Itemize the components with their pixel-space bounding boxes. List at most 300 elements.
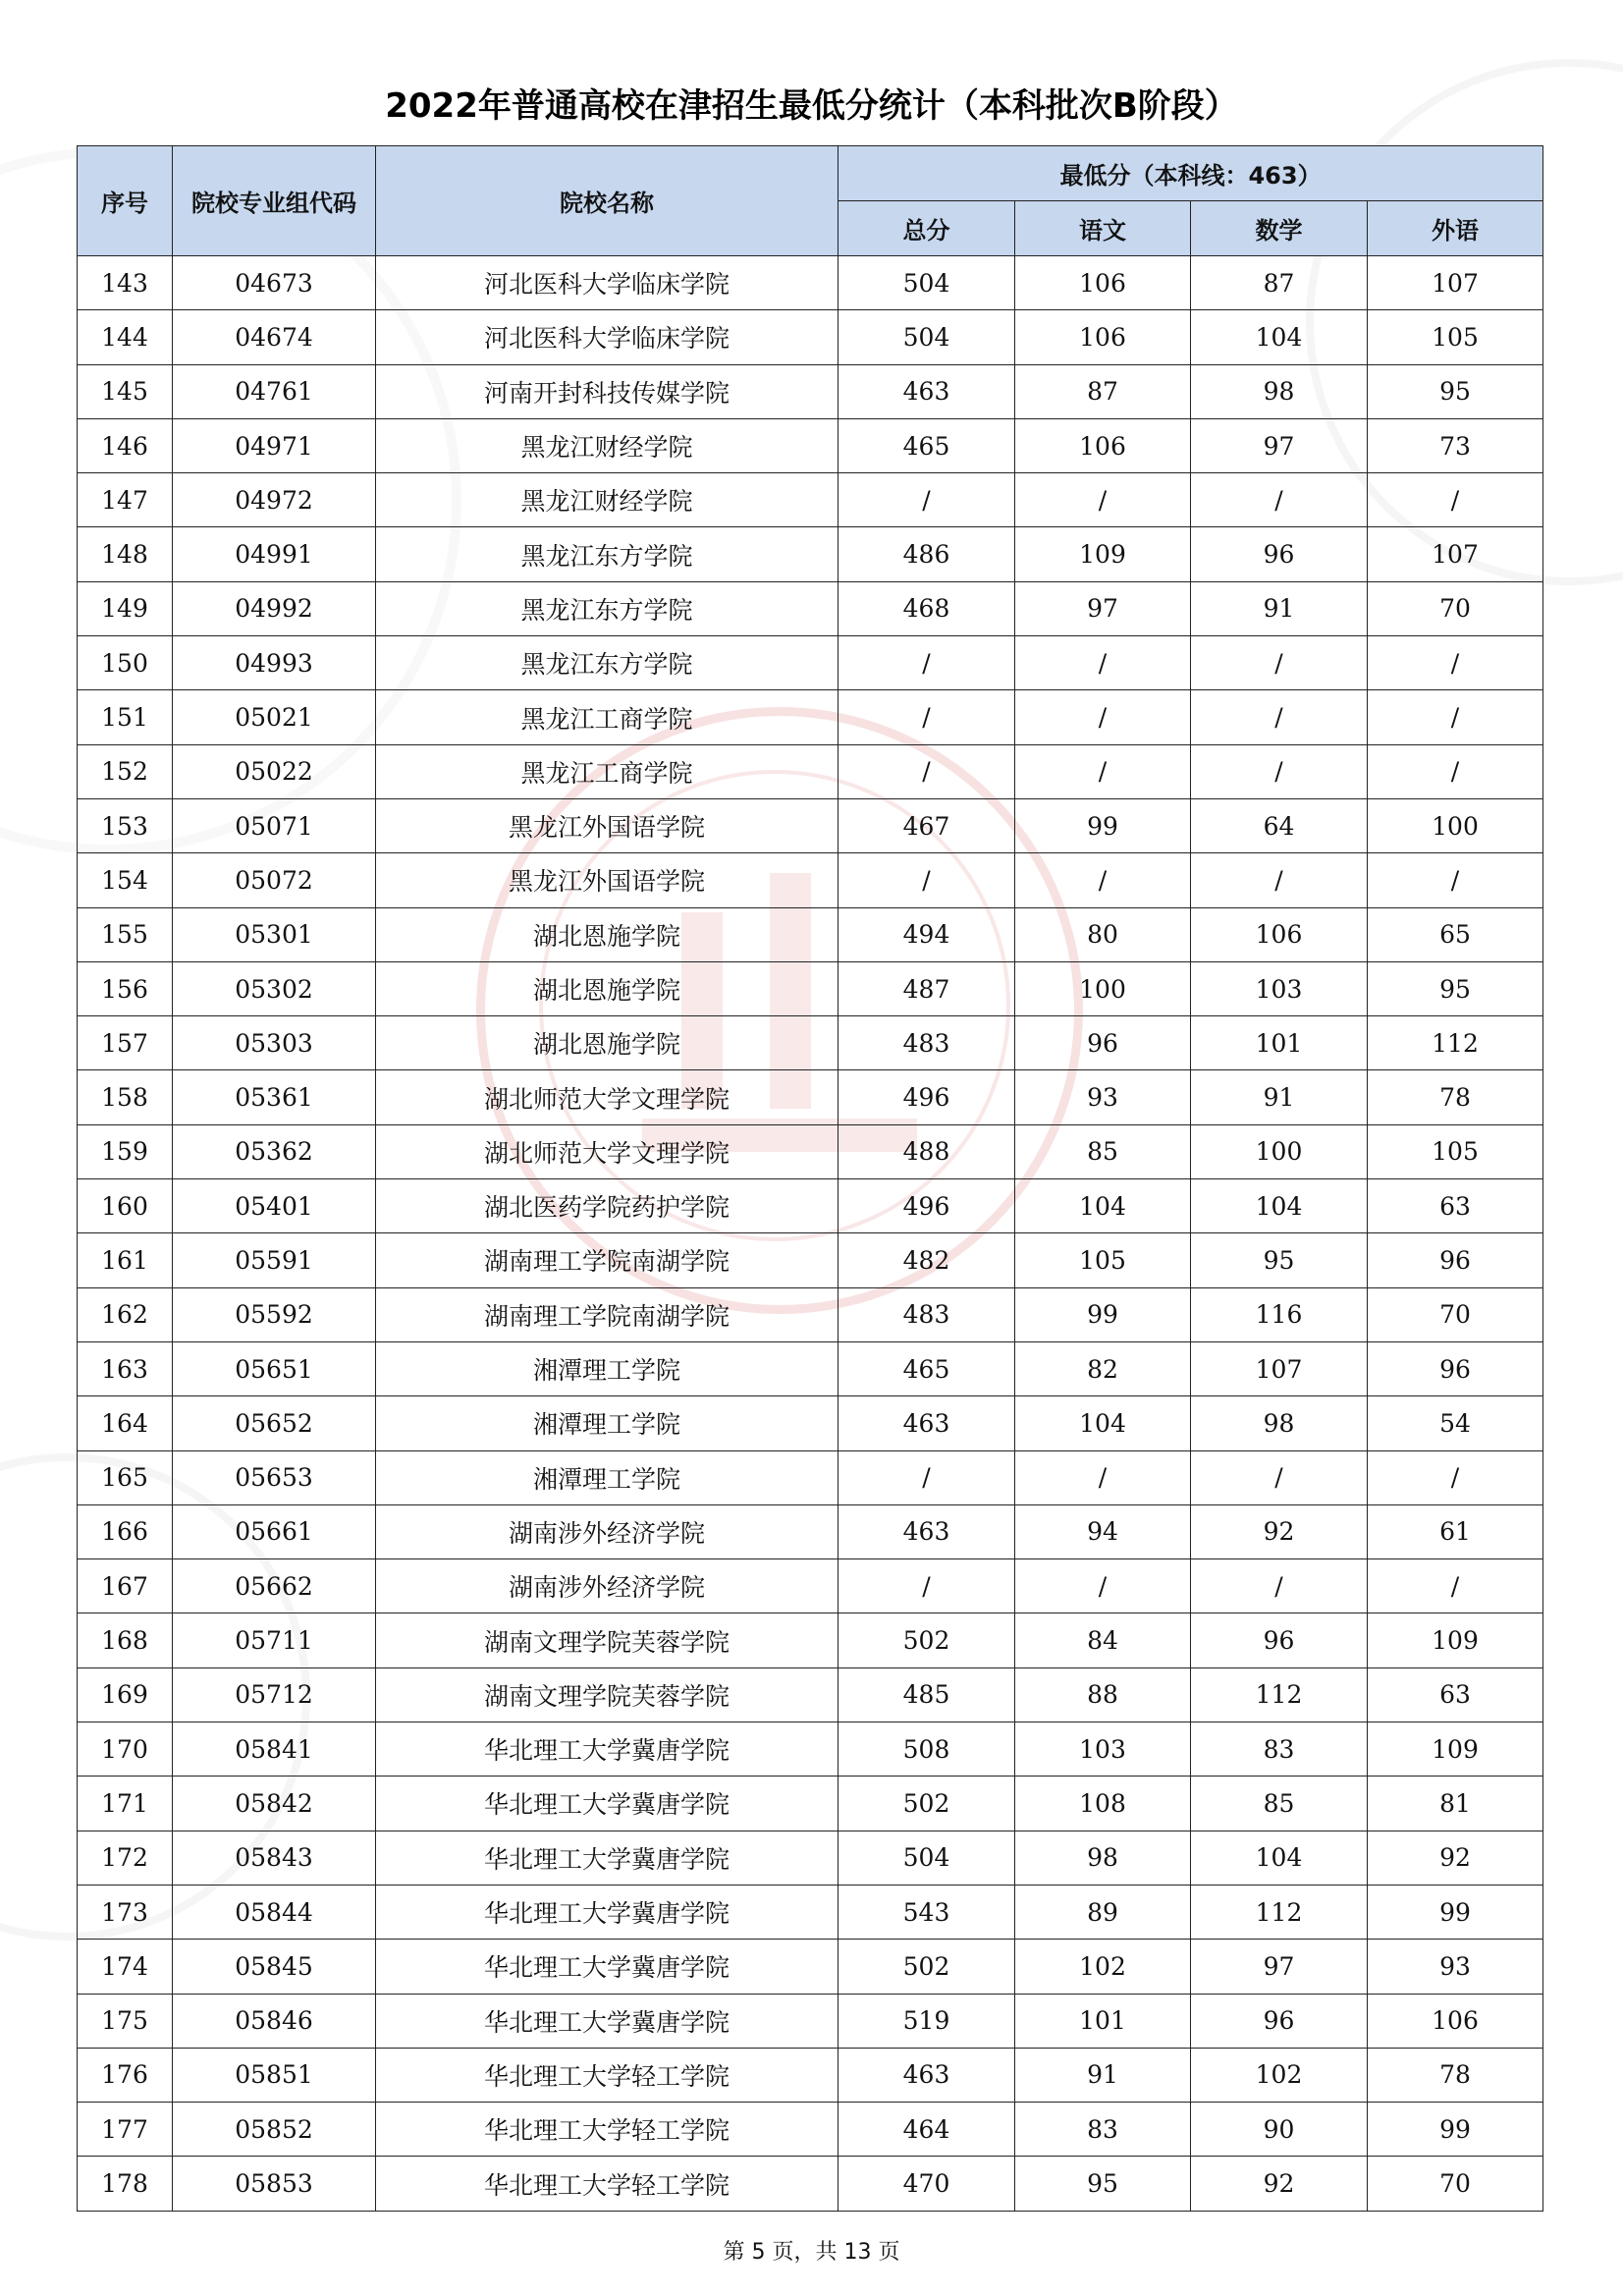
code-cell: 05851: [173, 2048, 376, 2102]
school-name-cell: 湖南理工学院南湖学院: [376, 1287, 839, 1341]
table-row: [78, 690, 1543, 744]
total-cell: 508: [839, 1722, 1015, 1777]
total-cell: 465: [839, 1341, 1015, 1395]
table-row: [78, 1504, 1543, 1558]
foreign-cell: 61: [1368, 1504, 1543, 1558]
school-name-cell: 华北理工大学冀唐学院: [376, 1940, 839, 1994]
table-body: [78, 256, 1543, 2212]
total-cell: 519: [839, 1994, 1015, 2048]
seq-cell: 151: [78, 690, 173, 744]
total-cell: 504: [839, 256, 1015, 310]
chinese-cell: 101: [1015, 1994, 1191, 2048]
school-name-cell: 湖北恩施学院: [376, 961, 839, 1015]
seq-cell: 143: [78, 256, 173, 310]
school-name-cell: 黑龙江东方学院: [376, 581, 839, 635]
total-cell: /: [839, 473, 1015, 527]
math-cell: 98: [1191, 1396, 1368, 1450]
code-cell: 05071: [173, 798, 376, 852]
code-cell: 05661: [173, 1504, 376, 1558]
school-name-cell: 湖南文理学院芙蓉学院: [376, 1613, 839, 1667]
chinese-cell: 94: [1015, 1504, 1191, 1558]
seq-cell: 177: [78, 2103, 173, 2157]
header-chinese: 语文: [1015, 201, 1191, 256]
code-cell: 05843: [173, 1831, 376, 1885]
seq-cell: 167: [78, 1559, 173, 1613]
code-cell: 05362: [173, 1124, 376, 1178]
total-cell: 482: [839, 1233, 1015, 1287]
table-row: [78, 744, 1543, 798]
total-cell: 486: [839, 527, 1015, 581]
foreign-cell: 106: [1368, 1994, 1543, 2048]
school-name-cell: 华北理工大学轻工学院: [376, 2157, 839, 2211]
chinese-cell: 96: [1015, 1016, 1191, 1070]
school-name-cell: 华北理工大学轻工学院: [376, 2103, 839, 2157]
chinese-cell: 82: [1015, 1341, 1191, 1395]
total-cell: 488: [839, 1124, 1015, 1178]
total-cell: 467: [839, 798, 1015, 852]
code-cell: 04993: [173, 636, 376, 690]
school-name-cell: 湖北师范大学文理学院: [376, 1070, 839, 1124]
header-school-name: 院校名称: [376, 146, 839, 256]
code-cell: 05651: [173, 1341, 376, 1395]
foreign-cell: 70: [1368, 581, 1543, 635]
chinese-cell: /: [1015, 473, 1191, 527]
code-cell: 04972: [173, 473, 376, 527]
chinese-cell: 105: [1015, 1233, 1191, 1287]
seq-cell: 160: [78, 1179, 173, 1233]
seq-cell: 144: [78, 310, 173, 364]
math-cell: /: [1191, 636, 1368, 690]
seq-cell: 175: [78, 1994, 173, 2048]
total-cell: /: [839, 1450, 1015, 1504]
code-cell: 05072: [173, 853, 376, 907]
table-row: [78, 1667, 1543, 1722]
page-title: 2022年普通高校在津招生最低分统计（本科批次B阶段）: [385, 86, 1238, 126]
foreign-cell: 95: [1368, 961, 1543, 1015]
code-cell: 05021: [173, 690, 376, 744]
math-cell: /: [1191, 853, 1368, 907]
chinese-cell: 106: [1015, 310, 1191, 364]
code-cell: 04761: [173, 364, 376, 418]
chinese-cell: 95: [1015, 2157, 1191, 2211]
school-name-cell: 湖北恩施学院: [376, 907, 839, 961]
math-cell: /: [1191, 473, 1368, 527]
table-row: [78, 1777, 1543, 1831]
code-cell: 05591: [173, 1233, 376, 1287]
foreign-cell: 112: [1368, 1016, 1543, 1070]
foreign-cell: 105: [1368, 310, 1543, 364]
school-name-cell: 湖北医药学院药护学院: [376, 1179, 839, 1233]
math-cell: 96: [1191, 527, 1368, 581]
code-cell: 05401: [173, 1179, 376, 1233]
seq-cell: 170: [78, 1722, 173, 1777]
foreign-cell: 105: [1368, 1124, 1543, 1178]
foreign-cell: /: [1368, 473, 1543, 527]
total-cell: 502: [839, 1777, 1015, 1831]
total-cell: 485: [839, 1667, 1015, 1722]
total-cell: /: [839, 744, 1015, 798]
code-cell: 04971: [173, 418, 376, 472]
code-cell: 05653: [173, 1450, 376, 1504]
header-foreign: 外语: [1368, 201, 1543, 256]
total-cell: 496: [839, 1179, 1015, 1233]
header-seq: 序号: [78, 146, 173, 256]
school-name-cell: 华北理工大学冀唐学院: [376, 1777, 839, 1831]
school-name-cell: 河南开封科技传媒学院: [376, 364, 839, 418]
code-cell: 04992: [173, 581, 376, 635]
table-row: [78, 418, 1543, 472]
chinese-cell: /: [1015, 1559, 1191, 1613]
foreign-cell: 99: [1368, 2103, 1543, 2157]
table-row: [78, 1831, 1543, 1885]
math-cell: 92: [1191, 1504, 1368, 1558]
table-row: [78, 1450, 1543, 1504]
foreign-cell: 63: [1368, 1179, 1543, 1233]
table-row: [78, 853, 1543, 907]
table-row: [78, 1722, 1543, 1777]
chinese-cell: 99: [1015, 1287, 1191, 1341]
math-cell: 95: [1191, 1233, 1368, 1287]
chinese-cell: 109: [1015, 527, 1191, 581]
school-name-cell: 湘潭理工学院: [376, 1341, 839, 1395]
foreign-cell: 100: [1368, 798, 1543, 852]
math-cell: 100: [1191, 1124, 1368, 1178]
code-cell: 05842: [173, 1777, 376, 1831]
seq-cell: 162: [78, 1287, 173, 1341]
chinese-cell: 108: [1015, 1777, 1191, 1831]
seq-cell: 158: [78, 1070, 173, 1124]
math-cell: 64: [1191, 798, 1368, 852]
total-cell: 468: [839, 581, 1015, 635]
code-cell: 05852: [173, 2103, 376, 2157]
foreign-cell: 54: [1368, 1396, 1543, 1450]
total-cell: /: [839, 853, 1015, 907]
table-row: [78, 1287, 1543, 1341]
table-row: [78, 581, 1543, 635]
code-cell: 05841: [173, 1722, 376, 1777]
school-name-cell: 湖南涉外经济学院: [376, 1559, 839, 1613]
seq-cell: 145: [78, 364, 173, 418]
code-cell: 04673: [173, 256, 376, 310]
math-cell: 106: [1191, 907, 1368, 961]
math-cell: 112: [1191, 1667, 1368, 1722]
seq-cell: 147: [78, 473, 173, 527]
header-math: 数学: [1191, 201, 1368, 256]
foreign-cell: 70: [1368, 1287, 1543, 1341]
code-cell: 05662: [173, 1559, 376, 1613]
seq-cell: 178: [78, 2157, 173, 2211]
school-name-cell: 黑龙江东方学院: [376, 636, 839, 690]
school-name-cell: 河北医科大学临床学院: [376, 256, 839, 310]
school-name-cell: 湖南文理学院芙蓉学院: [376, 1667, 839, 1722]
chinese-cell: 80: [1015, 907, 1191, 961]
total-cell: 465: [839, 418, 1015, 472]
math-cell: /: [1191, 690, 1368, 744]
chinese-cell: 97: [1015, 581, 1191, 635]
chinese-cell: 87: [1015, 364, 1191, 418]
school-name-cell: 湖北师范大学文理学院: [376, 1124, 839, 1178]
table-row: [78, 961, 1543, 1015]
code-cell: 05302: [173, 961, 376, 1015]
table-row: [78, 636, 1543, 690]
total-cell: 463: [839, 364, 1015, 418]
school-name-cell: 黑龙江财经学院: [376, 473, 839, 527]
math-cell: 101: [1191, 1016, 1368, 1070]
math-cell: /: [1191, 1450, 1368, 1504]
school-name-cell: 黑龙江财经学院: [376, 418, 839, 472]
table-row: [78, 2103, 1543, 2157]
code-cell: 04674: [173, 310, 376, 364]
chinese-cell: 104: [1015, 1179, 1191, 1233]
chinese-cell: /: [1015, 744, 1191, 798]
total-cell: 483: [839, 1287, 1015, 1341]
math-cell: 96: [1191, 1994, 1368, 2048]
total-cell: /: [839, 1559, 1015, 1613]
chinese-cell: 98: [1015, 1831, 1191, 1885]
code-cell: 04991: [173, 527, 376, 581]
table-row: [78, 1994, 1543, 2048]
seq-cell: 156: [78, 961, 173, 1015]
foreign-cell: 78: [1368, 2048, 1543, 2102]
seq-cell: 159: [78, 1124, 173, 1178]
chinese-cell: 84: [1015, 1613, 1191, 1667]
page-footer: 第 5 页，共 13 页: [723, 2240, 900, 2265]
school-name-cell: 河北医科大学临床学院: [376, 310, 839, 364]
school-name-cell: 湘潭理工学院: [376, 1396, 839, 1450]
total-cell: 502: [839, 1940, 1015, 1994]
school-name-cell: 华北理工大学冀唐学院: [376, 1831, 839, 1885]
total-cell: 494: [839, 907, 1015, 961]
school-name-cell: 黑龙江工商学院: [376, 690, 839, 744]
math-cell: /: [1191, 744, 1368, 798]
math-cell: 91: [1191, 581, 1368, 635]
seq-cell: 161: [78, 1233, 173, 1287]
code-cell: 05844: [173, 1885, 376, 1939]
foreign-cell: /: [1368, 636, 1543, 690]
school-name-cell: 黑龙江东方学院: [376, 527, 839, 581]
foreign-cell: /: [1368, 1559, 1543, 1613]
table-row: [78, 473, 1543, 527]
foreign-cell: /: [1368, 690, 1543, 744]
table-row: [78, 1233, 1543, 1287]
table-row: [78, 1341, 1543, 1395]
math-cell: 85: [1191, 1777, 1368, 1831]
seq-cell: 164: [78, 1396, 173, 1450]
math-cell: 112: [1191, 1885, 1368, 1939]
total-cell: /: [839, 636, 1015, 690]
school-name-cell: 湖南涉外经济学院: [376, 1504, 839, 1558]
foreign-cell: 107: [1368, 527, 1543, 581]
math-cell: 96: [1191, 1613, 1368, 1667]
total-cell: 464: [839, 2103, 1015, 2157]
math-cell: 97: [1191, 1940, 1368, 1994]
seq-cell: 174: [78, 1940, 173, 1994]
header-code: 院校专业组代码: [173, 146, 376, 256]
table-row: [78, 527, 1543, 581]
total-cell: 502: [839, 1613, 1015, 1667]
math-cell: 107: [1191, 1341, 1368, 1395]
math-cell: 92: [1191, 2157, 1368, 2211]
chinese-cell: 88: [1015, 1667, 1191, 1722]
foreign-cell: 96: [1368, 1233, 1543, 1287]
table-row: [78, 1179, 1543, 1233]
math-cell: 104: [1191, 1179, 1368, 1233]
code-cell: 05712: [173, 1667, 376, 1722]
school-name-cell: 华北理工大学轻工学院: [376, 2048, 839, 2102]
seq-cell: 166: [78, 1504, 173, 1558]
code-cell: 05592: [173, 1287, 376, 1341]
code-cell: 05301: [173, 907, 376, 961]
chinese-cell: 93: [1015, 1070, 1191, 1124]
chinese-cell: 100: [1015, 961, 1191, 1015]
code-cell: 05022: [173, 744, 376, 798]
seq-cell: 157: [78, 1016, 173, 1070]
table-row: [78, 1559, 1543, 1613]
chinese-cell: /: [1015, 1450, 1191, 1504]
table-row: [78, 1070, 1543, 1124]
table-row: [78, 256, 1543, 310]
table-row: [78, 2157, 1543, 2211]
foreign-cell: 65: [1368, 907, 1543, 961]
total-cell: 504: [839, 310, 1015, 364]
total-cell: 483: [839, 1016, 1015, 1070]
chinese-cell: /: [1015, 690, 1191, 744]
chinese-cell: 103: [1015, 1722, 1191, 1777]
math-cell: 87: [1191, 256, 1368, 310]
school-name-cell: 湘潭理工学院: [376, 1450, 839, 1504]
seq-cell: 168: [78, 1613, 173, 1667]
foreign-cell: 107: [1368, 256, 1543, 310]
school-name-cell: 华北理工大学冀唐学院: [376, 1994, 839, 2048]
foreign-cell: 63: [1368, 1667, 1543, 1722]
seq-cell: 153: [78, 798, 173, 852]
total-cell: 496: [839, 1070, 1015, 1124]
table-row: [78, 798, 1543, 852]
total-cell: 543: [839, 1885, 1015, 1939]
header-min-score-group: 最低分（本科线：463）: [839, 146, 1543, 201]
seq-cell: 169: [78, 1667, 173, 1722]
seq-cell: 148: [78, 527, 173, 581]
school-name-cell: 湖南理工学院南湖学院: [376, 1233, 839, 1287]
foreign-cell: 109: [1368, 1722, 1543, 1777]
seq-cell: 146: [78, 418, 173, 472]
math-cell: 103: [1191, 961, 1368, 1015]
chinese-cell: 106: [1015, 418, 1191, 472]
code-cell: 05652: [173, 1396, 376, 1450]
math-cell: 91: [1191, 1070, 1368, 1124]
seq-cell: 150: [78, 636, 173, 690]
math-cell: 90: [1191, 2103, 1368, 2157]
code-cell: 05853: [173, 2157, 376, 2211]
code-cell: 05303: [173, 1016, 376, 1070]
chinese-cell: 99: [1015, 798, 1191, 852]
foreign-cell: 73: [1368, 418, 1543, 472]
seq-cell: 154: [78, 853, 173, 907]
math-cell: 104: [1191, 310, 1368, 364]
seq-cell: 176: [78, 2048, 173, 2102]
total-cell: 487: [839, 961, 1015, 1015]
code-cell: 05361: [173, 1070, 376, 1124]
chinese-cell: 83: [1015, 2103, 1191, 2157]
seq-cell: 173: [78, 1885, 173, 1939]
seq-cell: 149: [78, 581, 173, 635]
total-cell: /: [839, 690, 1015, 744]
header-total: 总分: [839, 201, 1015, 256]
seq-cell: 152: [78, 744, 173, 798]
table-row: [78, 1016, 1543, 1070]
table-row: [78, 2048, 1543, 2102]
math-cell: 98: [1191, 364, 1368, 418]
chinese-cell: 89: [1015, 1885, 1191, 1939]
school-name-cell: 华北理工大学冀唐学院: [376, 1885, 839, 1939]
school-name-cell: 黑龙江外国语学院: [376, 798, 839, 852]
seq-cell: 155: [78, 907, 173, 961]
math-cell: 102: [1191, 2048, 1368, 2102]
foreign-cell: 78: [1368, 1070, 1543, 1124]
foreign-cell: 93: [1368, 1940, 1543, 1994]
school-name-cell: 黑龙江外国语学院: [376, 853, 839, 907]
foreign-cell: 96: [1368, 1341, 1543, 1395]
foreign-cell: 70: [1368, 2157, 1543, 2211]
school-name-cell: 湖北恩施学院: [376, 1016, 839, 1070]
foreign-cell: /: [1368, 1450, 1543, 1504]
school-name-cell: 华北理工大学冀唐学院: [376, 1722, 839, 1777]
total-cell: 463: [839, 1396, 1015, 1450]
seq-cell: 165: [78, 1450, 173, 1504]
total-cell: 463: [839, 1504, 1015, 1558]
foreign-cell: 92: [1368, 1831, 1543, 1885]
school-name-cell: 黑龙江工商学院: [376, 744, 839, 798]
score-table: [77, 145, 1543, 2212]
chinese-cell: /: [1015, 853, 1191, 907]
math-cell: 83: [1191, 1722, 1368, 1777]
total-cell: 470: [839, 2157, 1015, 2211]
table-row: [78, 1124, 1543, 1178]
chinese-cell: 85: [1015, 1124, 1191, 1178]
foreign-cell: 109: [1368, 1613, 1543, 1667]
chinese-cell: 106: [1015, 256, 1191, 310]
chinese-cell: 102: [1015, 1940, 1191, 1994]
chinese-cell: /: [1015, 636, 1191, 690]
table-row: [78, 1940, 1543, 1994]
table-row: [78, 1885, 1543, 1939]
chinese-cell: 104: [1015, 1396, 1191, 1450]
foreign-cell: 99: [1368, 1885, 1543, 1939]
foreign-cell: 95: [1368, 364, 1543, 418]
foreign-cell: /: [1368, 744, 1543, 798]
seq-cell: 171: [78, 1777, 173, 1831]
code-cell: 05711: [173, 1613, 376, 1667]
chinese-cell: 91: [1015, 2048, 1191, 2102]
total-cell: 463: [839, 2048, 1015, 2102]
seq-cell: 172: [78, 1831, 173, 1885]
math-cell: 104: [1191, 1831, 1368, 1885]
table-row: [78, 1613, 1543, 1667]
table-row: [78, 364, 1543, 418]
total-cell: 504: [839, 1831, 1015, 1885]
table-row: [78, 1396, 1543, 1450]
math-cell: 116: [1191, 1287, 1368, 1341]
seq-cell: 163: [78, 1341, 173, 1395]
math-cell: 97: [1191, 418, 1368, 472]
code-cell: 05845: [173, 1940, 376, 1994]
math-cell: /: [1191, 1559, 1368, 1613]
code-cell: 05846: [173, 1994, 376, 2048]
table-row: [78, 310, 1543, 364]
foreign-cell: 81: [1368, 1777, 1543, 1831]
foreign-cell: /: [1368, 853, 1543, 907]
table-row: [78, 907, 1543, 961]
